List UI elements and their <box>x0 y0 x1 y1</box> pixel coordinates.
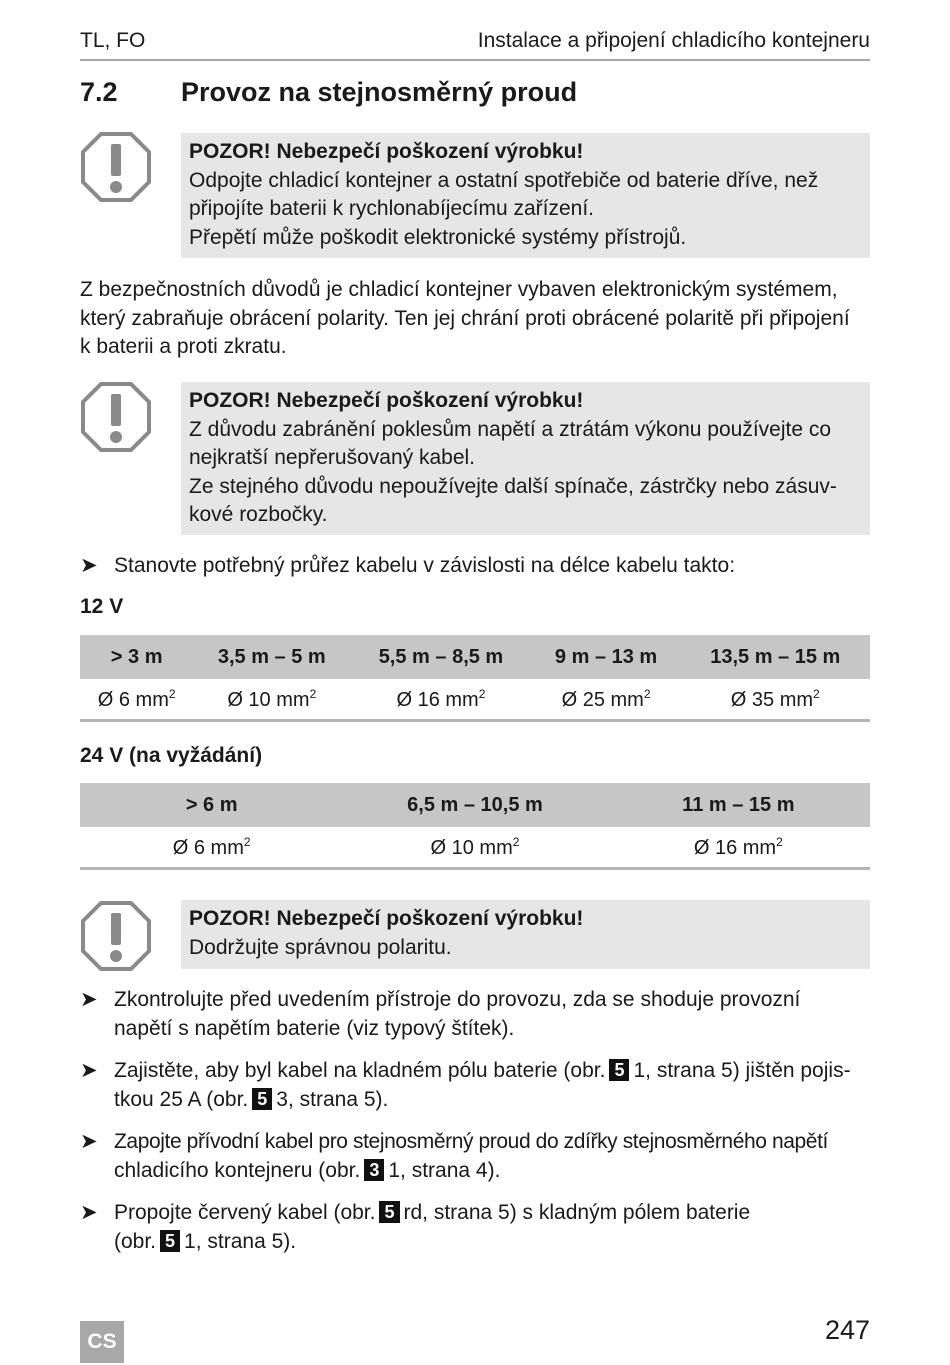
bullet-arrow-icon: ➤ <box>80 1201 98 1224</box>
section-title: Provoz na stejnosměrný proud <box>181 77 578 107</box>
warning-exclamation-icon <box>80 131 152 203</box>
page-number: 247 <box>824 1315 870 1345</box>
running-header-left: TL, FO <box>80 29 146 52</box>
bullet-arrow-icon: ➤ <box>80 988 98 1011</box>
table-header-row <box>80 783 870 827</box>
warning-box-3 <box>181 900 870 969</box>
table-cell: Ø 6 $mm^2$ <box>80 679 193 721</box>
table-label-24v: 24 V (na vyžádání) <box>80 744 263 767</box>
step-text: (obr. 5 1, strana 5). <box>114 1229 297 1253</box>
warning-text: kové rozbočky. <box>189 503 328 526</box>
table-cell: Ø 25 $mm^2$ <box>532 679 681 721</box>
body-paragraph <box>80 276 870 362</box>
warning-title: POZOR! Nebezpečí poškození výrobku! <box>189 140 584 163</box>
figure-ref-badge: 5 <box>252 1088 272 1110</box>
language-badge: CS <box>80 1321 124 1363</box>
step-text: Zkontrolujte před uvedením přístroje do provozu, zda se shoduje provozní <box>114 988 801 1011</box>
section-number: 7.2 <box>80 77 118 107</box>
bullet-arrow-icon: ➤ <box>80 1059 98 1082</box>
table-header-cell: > 3 m <box>80 635 193 679</box>
step-text: tkou 25 A (obr. 5 3, strana 5). <box>114 1087 389 1111</box>
figure-ref-badge: 5 <box>160 1230 180 1252</box>
running-header-right: Instalace a připojení chladicího kontejneru <box>477 29 870 52</box>
table-header-cell: > 6 m <box>80 783 343 827</box>
warning-title: POZOR! Nebezpečí poškození výrobku! <box>189 907 584 930</box>
table-cell: Ø 16 $mm^2$ <box>607 827 870 869</box>
table-cell: Ø 35 $mm^2$ <box>681 679 870 721</box>
table-cell: Ø 16 $mm^2$ <box>350 679 531 721</box>
bullet-arrow-icon: ➤ <box>80 554 98 577</box>
cable-section-table-24v <box>80 783 870 870</box>
warning-text: Ze stejného důvodu nepoužívejte další spínače, zástrčky nebo zásuv- <box>189 474 837 498</box>
figure-ref-badge: 5 <box>609 1059 629 1081</box>
table-header-cell: 6,5 m – 10,5 m <box>343 783 606 827</box>
step-text: napětí s napětím baterie (viz typový štítek). <box>114 1016 515 1040</box>
paragraph-line: Z bezpečnostních důvodů je chladicí kontejner vybaven elektronickým systémem, <box>80 278 838 301</box>
table-header-cell: 13,5 m – 15 m <box>681 635 870 679</box>
step-text: Zapojte přívodní kabel pro stejnosměrný proud do zdířky stejnosměrného napětí <box>114 1130 828 1153</box>
header-divider <box>80 59 870 61</box>
table-header-cell: 3,5 m – 5 m <box>193 635 350 679</box>
table-label-12v: 12 V <box>80 595 124 618</box>
table-row <box>80 679 870 721</box>
table-header-cell: 5,5 m – 8,5 m <box>350 635 531 679</box>
warning-text: Přepětí může poškodit elektronické systémy přístrojů. <box>189 225 687 249</box>
step-text: chladicího kontejneru (obr. 3 1, strana 4). <box>114 1158 501 1182</box>
warning-box-2 <box>181 382 870 535</box>
cable-section-table-12v <box>80 635 870 722</box>
bullet-arrow-icon: ➤ <box>80 1130 98 1153</box>
warning-box-1 <box>181 133 870 258</box>
warning-title: POZOR! Nebezpečí poškození výrobku! <box>189 389 584 412</box>
table-cell: Ø 10 $mm^2$ <box>343 827 606 869</box>
warning-exclamation-icon <box>80 900 152 972</box>
warning-text: nejkratší nepřerušovaný kabel. <box>189 446 475 469</box>
paragraph-line: k baterii a proti zkratu. <box>80 335 287 358</box>
table-row <box>80 827 870 869</box>
table-cell: Ø 10 $mm^2$ <box>193 679 350 721</box>
step-text: Zajistěte, aby byl kabel na kladném pólu baterie (obr. 5 1, strana 5) jištěn pojis- <box>114 1059 851 1082</box>
figure-ref-badge: 5 <box>379 1201 399 1223</box>
warning-text: Dodržujte správnou polaritu. <box>189 935 452 959</box>
table-cell: Ø 6 $mm^2$ <box>80 827 343 869</box>
step-text: Stanovte potřebný průřez kabelu v závislosti na délce kabelu takto: <box>114 554 736 577</box>
table-header-row <box>80 635 870 679</box>
warning-exclamation-icon <box>80 381 152 453</box>
figure-ref-badge: 3 <box>364 1159 384 1181</box>
warning-text: připojíte baterii k rychlonabíjecímu zařízení. <box>189 197 595 220</box>
warning-text: Z důvodu zabránění poklesům napětí a ztrátám výkonu používejte co <box>189 417 832 441</box>
table-header-cell: 11 m – 15 m <box>607 783 870 827</box>
table-header-cell: 9 m – 13 m <box>532 635 681 679</box>
paragraph-line: který zabraňuje obrácení polarity. Ten jej chrání proti obrácené polaritě při připojení <box>80 306 850 330</box>
step-text: Propojte červený kabel (obr. 5 rd, strana 5) s kladným pólem baterie <box>114 1201 751 1224</box>
warning-text: Odpojte chladicí kontejner a ostatní spotřebiče od baterie dříve, než <box>189 168 819 192</box>
